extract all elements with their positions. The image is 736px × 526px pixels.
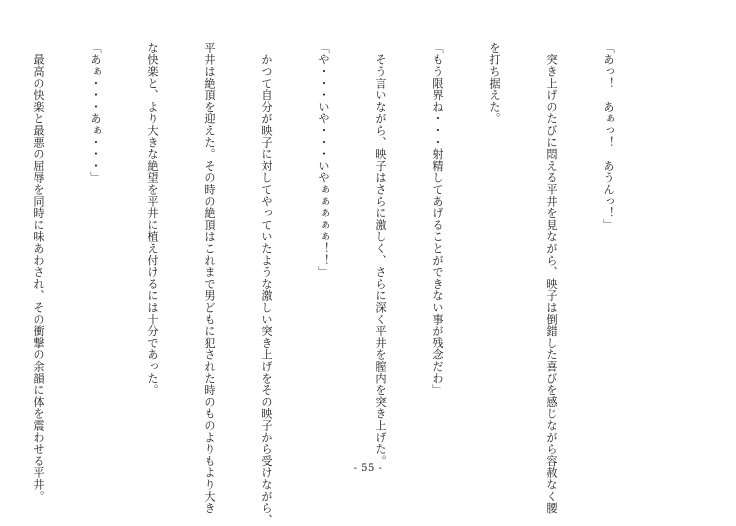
text-line: 突き上げのたびに悶える平井を見ながら、映子は倒錯した喜びを感じながら容赦なく腰 — [545, 42, 558, 514]
text-line: 最高の快楽と最悪の屈辱を同時に味あわされ、その衝撃の余韻に体を震わせる平井。 — [32, 42, 45, 503]
text-line: 「もう限界ね・・・射精してあげることができない事が残念だわ」 — [431, 42, 444, 396]
text-line: 「あぁ・・・あぁ・・・」 — [89, 42, 102, 184]
text-line: な快楽と、より大きな絶望を平井に植え付けるには十分であった。 — [146, 42, 159, 396]
text-line: 「あっ！ あぁっ！ あうんっ！」 — [602, 42, 615, 231]
page-number: - 55 - — [353, 463, 383, 474]
text-line: 平井は絶頂を迎えた。その時の絶頂はこれまで男どもに犯された時のものよりもより大き — [203, 42, 216, 514]
text-line: かつて自分が映子に対してやっていたような激しい突き上げをその映子から受けながら、 — [260, 42, 273, 526]
text-line: 「や・・・いや・・・いやぁぁぁぁぁ！！」 — [317, 42, 330, 278]
text-line: そう言いながら、映子はさらに激しく、さらに深く平井を膣内を突き上げた。 — [374, 42, 387, 467]
text-line: を打ち据えた。 — [488, 42, 501, 125]
